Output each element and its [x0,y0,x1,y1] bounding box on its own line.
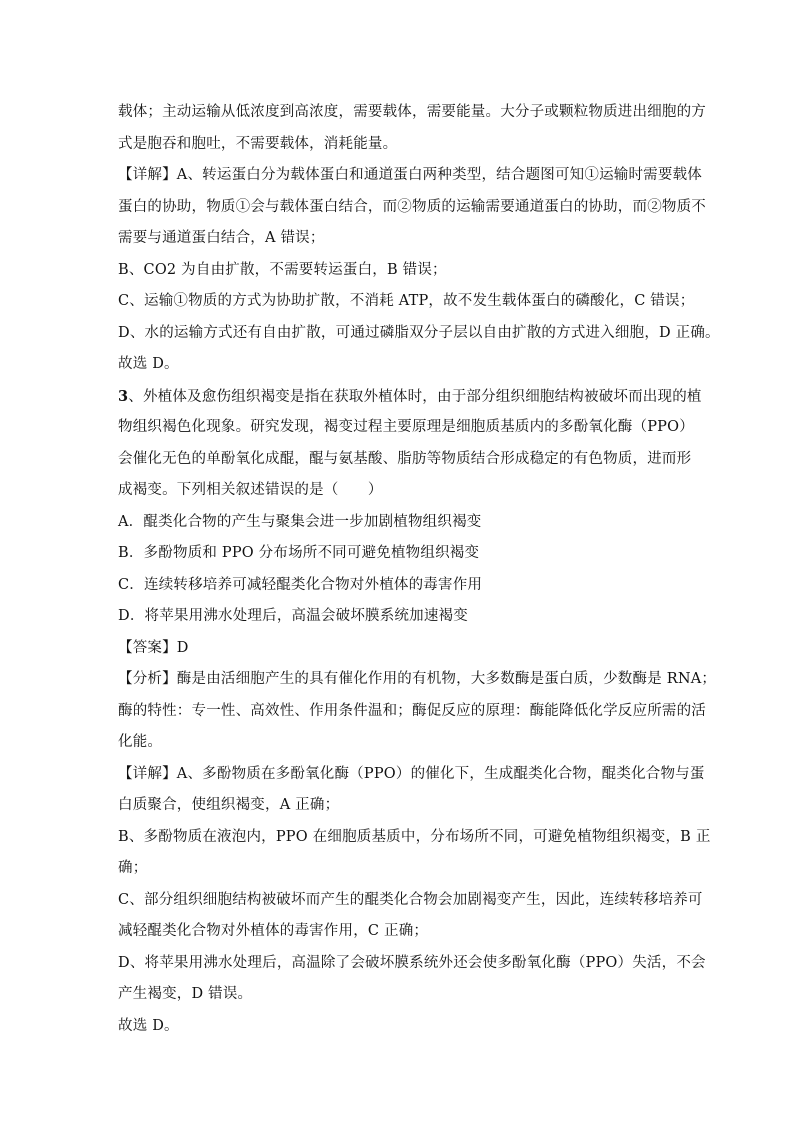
option-c: C．连续转移培养可减轻醌类化合物对外植体的毒害作用 [118,576,483,593]
text-line: 需要与通道蛋白结合，A 错误； [118,230,325,246]
text-line: 载体；主动运输从低浓度到高浓度，需要载体，需要能量。大分子或颗粒物质进出细胞的方 [118,104,706,120]
question-stem-line: 成褐变。下列相关叙述错误的是（ ） [118,482,383,498]
document-page [118,97,720,1042]
explanation-line: 产生褐变，D 错误。 [118,986,253,1002]
text-line: 式是胞吞和胞吐，不需要载体，消耗能量。 [118,135,398,152]
text-line: 【详解】A、转运蛋白分为载体蛋白和通道蛋白两种类型，结合题图可知①运输时需要载体 [118,167,702,183]
explanation-line: 减轻醌类化合物对外植体的毒害作用，C 正确； [118,923,429,939]
text-line: 故选 D。 [118,356,179,372]
text-line: C、运输①物质的方式为协助扩散，不消耗 ATP，故不发生载体蛋白的磷酸化，C 错误； [118,293,695,309]
question-stem-line: 物组织褐色化现象。研究发现，褐变过程主要原理是细胞质基质内的多酚氧化酶（PPO） [118,419,694,435]
question-number: 3 [118,387,129,405]
analysis-line: 【分析】酶是由活细胞产生的具有催化作用的有机物，大多数酶是蛋白质，少数酶是 RNA； [118,671,717,687]
conclusion-line: 故选 D。 [118,1017,179,1034]
option-a: A．醌类化合物的产生与聚集会进一步加剧植物组织褐变 [118,513,482,530]
analysis-line: 化能。 [118,734,163,750]
option-d: D．将苹果用沸水处理后，高温会破坏膜系统加速褐变 [118,608,468,624]
explanation-line: D、将苹果用沸水处理后，高温除了会破坏膜系统外还会使多酚氧化酶（PPO）失活，不会 [118,954,706,971]
question-stem-text: 、外植体及愈伤组织褐变是指在获取外植体时，由于部分组织细胞结构被破坏而出现的植 [128,388,702,405]
text-line: 蛋白的协助，物质①会与载体蛋白结合，而②物质的运输需要通道蛋白的协助，而②物质不 [118,198,706,215]
question-stem [118,381,702,413]
explanation-line: B、多酚物质在液泡内，PPO 在细胞质基质中，分布场所不同，可避免植物组织褐变，B 正 [118,828,711,845]
explanation-line: 【详解】A、多酚物质在多酚氧化酶（PPO）的催化下，生成醌类化合物，醌类化合物与蛋 [118,765,705,782]
analysis-line: 酶的特性：专一性、高效性、作用条件温和；酶促反应的原理：酶能降低化学反应所需的活 [118,702,706,719]
text-line: B、CO2 为自由扩散，不需要转运蛋白，B 错误； [118,261,447,278]
option-b: B．多酚物质和 PPO 分布场所不同可避免植物组织褐变 [118,545,480,561]
text-line: D、水的运输方式还有自由扩散，可通过磷脂双分子层以自由扩散的方式进入细胞，D 正确。 [118,324,720,341]
explanation-line: 白质聚合，使组织褐变，A 正确； [118,797,340,813]
question-stem-line: 会催化无色的单酚氧化成醌，醌与氨基酸、脂肪等物质结合形成稳定的有色物质，进而形 [118,450,692,467]
explanation-line: 确； [118,860,148,876]
answer-line: 【答案】D [118,639,189,656]
explanation-line: C、部分组织细胞结构被破坏而产生的醌类化合物会加剧褐变产生，因此，连续转移培养可 [118,891,703,908]
